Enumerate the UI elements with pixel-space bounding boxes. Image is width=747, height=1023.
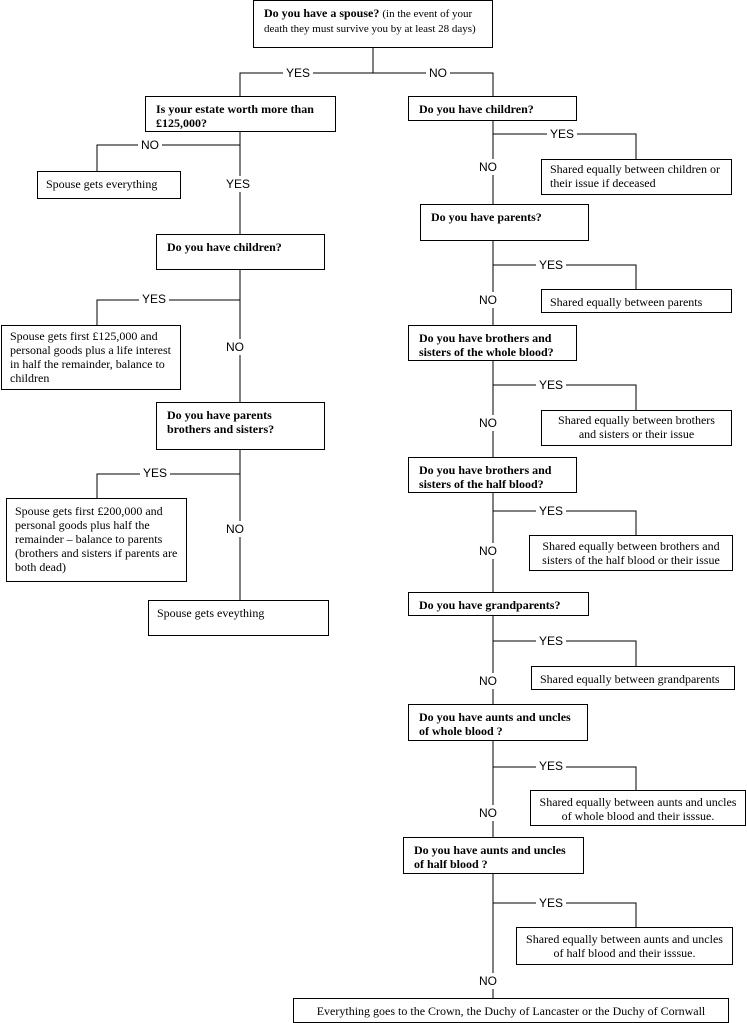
outcome-aunts-whole-shared xyxy=(530,790,746,826)
outcome-grandparents-shared xyxy=(531,666,735,690)
question-siblings-whole xyxy=(408,325,577,361)
label-yes: YES xyxy=(536,505,566,517)
outcome-aunts-half-shared-text: Shared equally between aunts and uncles of half blood and their isssue. xyxy=(526,932,723,960)
outcome-siblings-whole-shared-text: Shared equally between brothers and sisters or their issue xyxy=(558,413,715,441)
question-estate-text: Is your estate worth more than £125,000? xyxy=(156,102,314,130)
outcome-spouse-everything xyxy=(37,171,181,199)
question-parents-left-text: Do you have parents brothers and sisters? xyxy=(167,408,275,436)
question-siblings-half-text: Do you have brothers and sisters of the half blood? xyxy=(419,463,552,491)
question-aunts-whole xyxy=(408,704,588,741)
outcome-children-shared-text: Shared equally between children or their issue if deceased xyxy=(550,162,720,190)
label-yes: YES xyxy=(536,259,566,271)
outcome-spouse-eveything xyxy=(148,600,329,636)
outcome-spouse-200 xyxy=(6,498,187,582)
question-spouse-text: Do you have a spouse? xyxy=(264,6,380,20)
outcome-crown xyxy=(293,998,729,1023)
question-parents-left xyxy=(156,402,325,450)
label-no: NO xyxy=(226,522,244,536)
question-estate xyxy=(145,96,336,132)
outcome-siblings-whole-shared xyxy=(541,410,732,446)
label-yes: YES xyxy=(140,467,170,479)
label-yes: YES xyxy=(547,128,577,140)
label-no: NO xyxy=(479,974,497,988)
question-aunts-half-text: Do you have aunts and uncles of half blood ? xyxy=(414,843,566,871)
label-no: NO xyxy=(138,139,162,151)
question-spouse-note: (in the event of your death they must survive you by at least 28 days) xyxy=(264,8,476,35)
label-no: NO xyxy=(479,674,497,688)
label-yes: YES xyxy=(283,67,313,79)
outcome-spouse-125 xyxy=(1,325,181,390)
outcome-spouse-125-text: Spouse gets first £125,000 and personal goods plus a life interest in half the remainder, balance to children xyxy=(10,329,171,385)
outcome-grandparents-shared-text: Shared equally between grandparents xyxy=(540,672,720,686)
label-yes: YES xyxy=(536,635,566,647)
question-children-left-text: Do you have children? xyxy=(167,240,282,254)
label-no: NO xyxy=(479,544,497,558)
label-no: NO xyxy=(479,416,497,430)
question-grandparents-text: Do you have grandparents? xyxy=(419,598,561,612)
question-children-right xyxy=(408,96,577,121)
question-aunts-half xyxy=(403,837,584,874)
question-siblings-half xyxy=(408,457,577,493)
question-grandparents xyxy=(408,592,589,616)
label-no: NO xyxy=(479,293,497,307)
outcome-spouse-everything-text: Spouse gets everything xyxy=(46,177,158,191)
label-no: NO xyxy=(479,160,497,174)
question-children-left xyxy=(156,234,325,270)
question-siblings-whole-text: Do you have brothers and sisters of the whole blood? xyxy=(419,331,554,359)
question-children-right-text: Do you have children? xyxy=(419,102,534,116)
label-yes: YES xyxy=(536,897,566,909)
label-yes: YES xyxy=(226,177,251,191)
outcome-parents-shared xyxy=(541,289,732,313)
label-no: NO xyxy=(226,340,244,354)
question-spouse xyxy=(253,0,493,48)
question-parents-right xyxy=(420,204,589,241)
outcome-spouse-eveything-text: Spouse gets eveything xyxy=(157,606,265,620)
outcome-siblings-half-shared xyxy=(529,535,733,571)
label-yes: YES xyxy=(536,379,566,391)
label-no: NO xyxy=(426,67,450,79)
label-yes: YES xyxy=(139,293,169,305)
label-no: NO xyxy=(479,806,497,820)
question-parents-right-text: Do you have parents? xyxy=(431,210,542,224)
outcome-spouse-200-text: Spouse gets first £200,000 and personal goods plus half the remainder – balance to parents (brothers and sisters if parents are both dead) xyxy=(15,504,178,574)
outcome-children-shared xyxy=(541,159,732,195)
outcome-parents-shared-text: Shared equally between parents xyxy=(550,295,703,309)
label-yes: YES xyxy=(536,760,566,772)
outcome-crown-text: Everything goes to the Crown, the Duchy of Lancaster or the Duchy of Cornwall xyxy=(316,1004,706,1018)
outcome-aunts-whole-shared-text: Shared equally between aunts and uncles of whole blood and their isssue. xyxy=(539,795,737,823)
outcome-aunts-half-shared xyxy=(516,927,733,965)
question-aunts-whole-text: Do you have aunts and uncles of whole blood ? xyxy=(419,710,571,738)
outcome-siblings-half-shared-text: Shared equally between brothers and sisters of the half blood or their issue xyxy=(542,539,720,567)
